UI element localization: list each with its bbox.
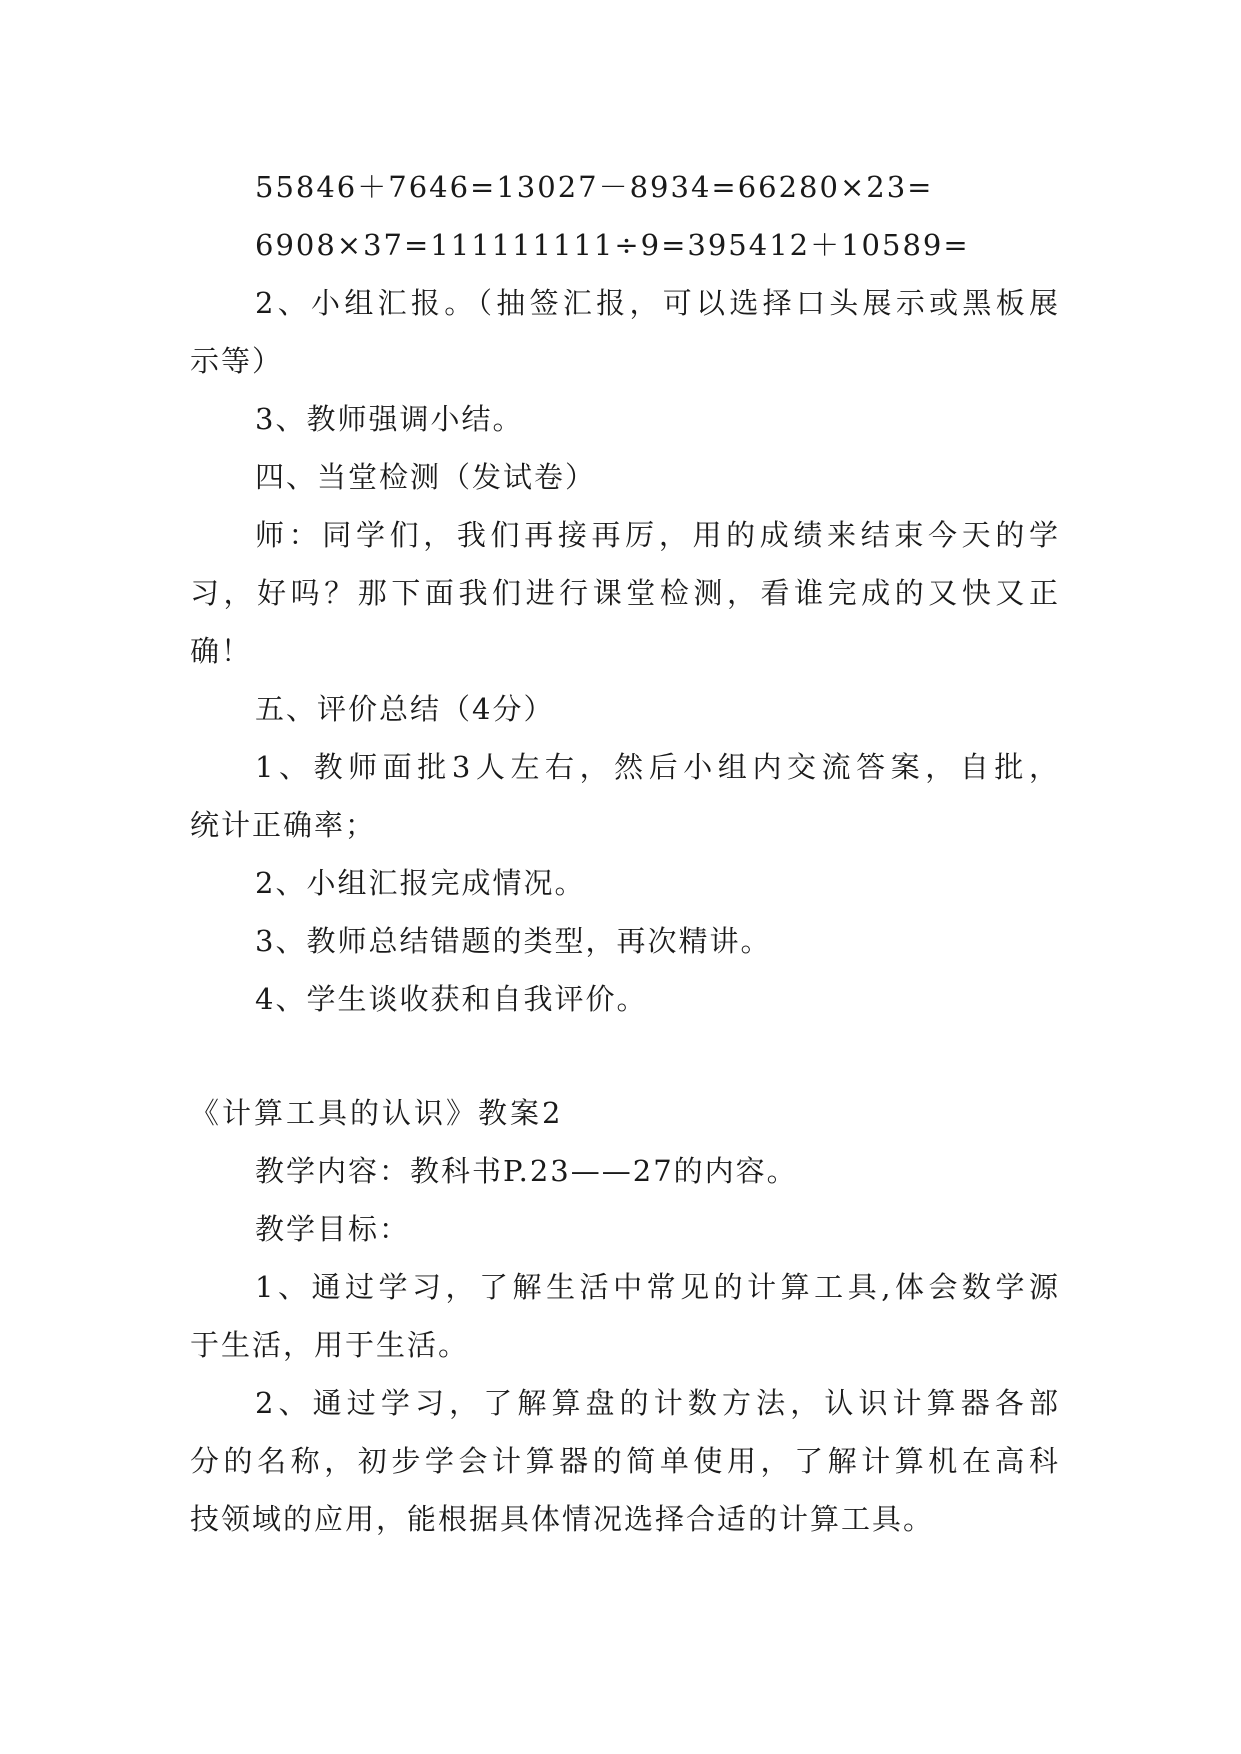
paragraph-line: 3、教师总结错题的类型，再次精讲。 xyxy=(255,924,772,958)
paragraph-line: 于生活，用于生活。 xyxy=(190,1328,470,1362)
paragraph-line: 分的名称，初步学会计算器的简单使用，了解计算机在高科 xyxy=(190,1444,1060,1478)
paragraph-line: 3、教师强调小结。 xyxy=(255,402,524,436)
equation-line-1: 55846＋7646=13027－8934=66280×23= xyxy=(255,170,934,204)
section-heading: 四、当堂检测（发试卷） xyxy=(255,460,597,494)
paragraph-line: 习，好吗？那下面我们进行课堂检测，看谁完成的又快又正 xyxy=(190,576,1060,610)
paragraph-line: 技领域的应用，能根据具体情况选择合适的计算工具。 xyxy=(190,1502,935,1536)
paragraph-line: 2、通过学习，了解算盘的计数方法，认识计算器各部 xyxy=(255,1386,1060,1420)
paragraph-line: 2、小组汇报。（抽签汇报，可以选择口头展示或黑板展 xyxy=(255,286,1060,320)
paragraph-line: 统计正确率； xyxy=(190,808,377,842)
section-heading: 教学目标： xyxy=(255,1212,411,1246)
paragraph-line: 1、教师面批3人左右，然后小组内交流答案，自批， xyxy=(255,750,1060,784)
paragraph-line: 4、学生谈收获和自我评价。 xyxy=(255,982,648,1016)
paragraph-line: 2、小组汇报完成情况。 xyxy=(255,866,586,900)
paragraph-line: 示等） xyxy=(190,344,284,378)
equation-line-2: 6908×37=111111111÷9=395412＋10589= xyxy=(255,228,970,262)
section-heading: 五、评价总结（4分） xyxy=(255,692,555,726)
paragraph-line: 师：同学们，我们再接再厉，用的成绩来结束今天的学 xyxy=(255,518,1060,552)
document-title: 《计算工具的认识》教案2 xyxy=(190,1096,564,1130)
paragraph-line: 1、通过学习，了解生活中常见的计算工具,体会数学源 xyxy=(255,1270,1060,1304)
paragraph-line: 确！ xyxy=(190,634,253,668)
paragraph-line: 教学内容：教科书P.23——27的内容。 xyxy=(255,1154,798,1188)
